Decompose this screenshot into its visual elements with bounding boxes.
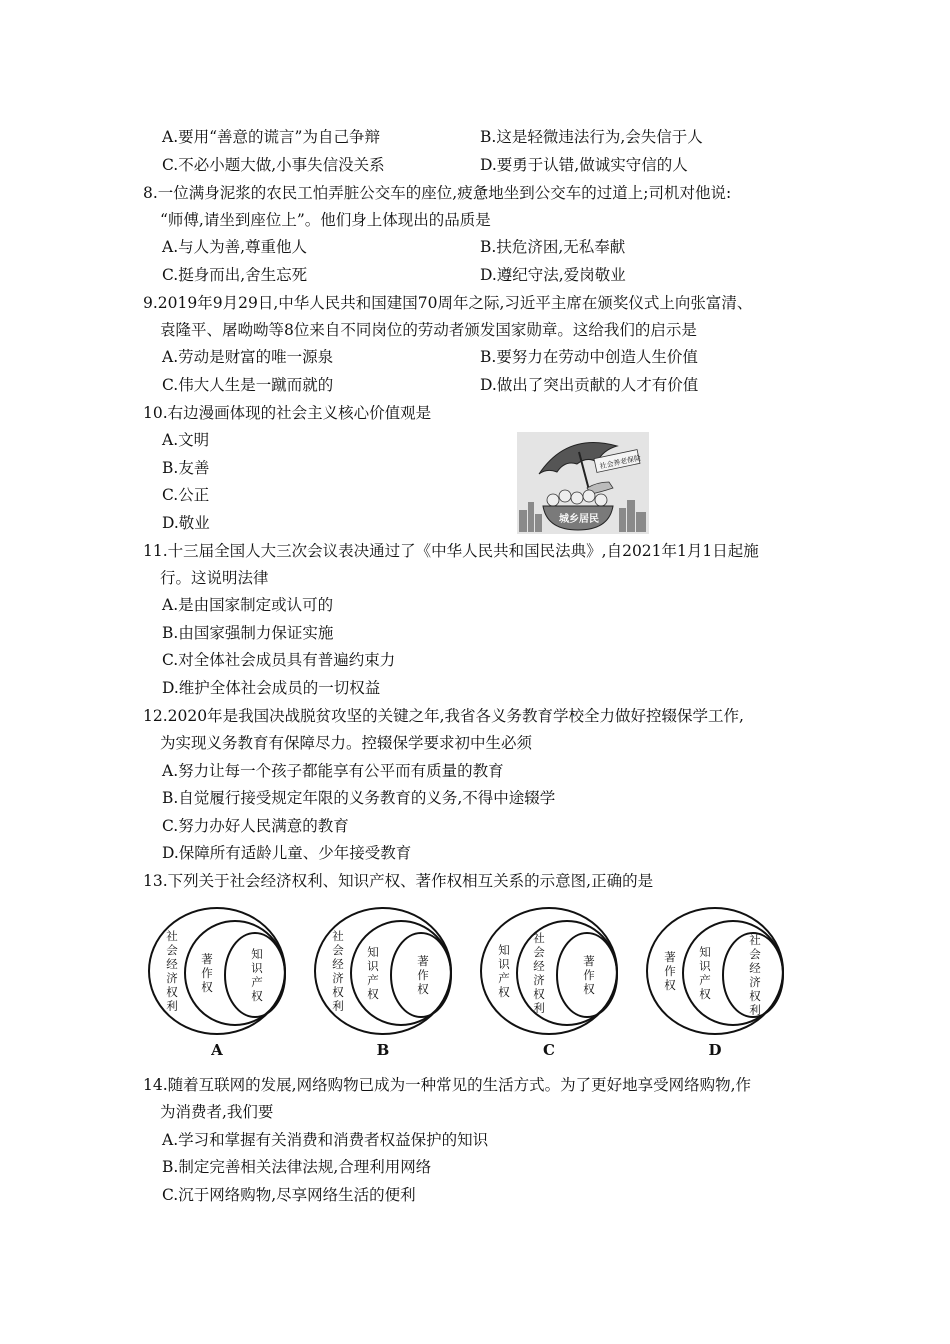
q13-stem: 13.下列关于社会经济权利、知识产权、著作权相互关系的示意图,正确的是 [143, 872, 654, 890]
venn-diagram-d [647, 908, 783, 1059]
q8-stem-line2: “师傅,请坐到座位上”。他们身上体现出的品质是 [160, 211, 491, 229]
inner-circle-label: 著作权 [417, 954, 429, 996]
q7-option-a: A.要用“善意的谎言”为自己争辩 [162, 128, 380, 146]
middle-circle-label: 著作权 [201, 952, 213, 994]
q7-option-d: D.要勇于认错,做诚实守信的人 [480, 156, 688, 174]
umbrella-sign-text: 社会养老保险 [598, 454, 642, 471]
q11-option-b: B.由国家强制力保证实施 [162, 624, 334, 642]
middle-circle [517, 921, 617, 1025]
inner-circle-label: 社会经济权利 [749, 933, 761, 1017]
q12-stem-line1: 12.2020年是我国决战脱贫攻坚的关键之年,我省各义务教育学校全力做好控辍保学工作, [143, 707, 744, 725]
outer-circle-label: 著作权 [664, 950, 676, 992]
q8-option-a: A.与人为善,尊重他人 [162, 238, 308, 256]
q11-option-d: D.维护全体社会成员的一切权益 [162, 679, 381, 697]
q9-option-b: B.要努力在劳动中创造人生价值 [480, 348, 698, 366]
q14-option-a: A.学习和掌握有关消费和消费者权益保护的知识 [162, 1131, 489, 1149]
middle-circle [185, 921, 285, 1025]
q8-option-d: D.遵纪守法,爱岗敬业 [480, 266, 626, 284]
inner-circle-label: 知识产权 [251, 947, 263, 1003]
diagram-option-label: B [376, 1041, 390, 1059]
q12-stem-line2: 为实现义务教育有保障尽力。控辍保学要求初中生必须 [160, 734, 533, 752]
diagram-option-label: D [708, 1041, 722, 1059]
q14-stem-line2: 为消费者,我们要 [160, 1103, 274, 1121]
middle-circle-label: 社会经济权利 [533, 931, 545, 1015]
middle-circle-label: 知识产权 [699, 945, 711, 1001]
q8-stem-line1: 8.一位满身泥浆的农民工怕弄脏公交车的座位,疲惫地坐到公交车的过道上;司机对他说: [143, 184, 732, 202]
venn-diagram-a [149, 908, 285, 1059]
q8-option-b: B.扶危济困,无私奉献 [480, 238, 626, 256]
middle-circle [683, 921, 783, 1025]
q9-option-c: C.伟大人生是一蹴而就的 [162, 376, 334, 394]
q9-stem-line2: 袁隆平、屠呦呦等8位来自不同岗位的劳动者颁发国家勋章。这给我们的启示是 [160, 321, 697, 339]
q7-option-c: C.不必小题大做,小事失信没关系 [162, 156, 385, 174]
diagram-option-label: A [211, 1041, 223, 1059]
q13-diagrams [145, 903, 815, 1063]
q11-option-a: A.是由国家制定或认可的 [162, 596, 334, 614]
q7-option-b: B.这是轻微违法行为,会失信于人 [480, 128, 703, 146]
q10-option-b: B.友善 [162, 459, 210, 477]
q10-option-a: A.文明 [162, 431, 210, 449]
q8-option-c: C.挺身而出,舍生忘死 [162, 266, 308, 284]
q14-option-c: C.沉于网络购物,尽享网络生活的便利 [162, 1186, 416, 1204]
inner-circle-label: 著作权 [583, 954, 595, 996]
outer-circle-label: 知识产权 [498, 943, 510, 999]
q9-option-d: D.做出了突出贡献的人才有价值 [480, 376, 699, 394]
venn-diagram-c [481, 908, 617, 1059]
bowl-text: 城乡居民 [559, 514, 599, 525]
q12-option-b: B.自觉履行接受规定年限的义务教育的义务,不得中途辍学 [162, 789, 556, 807]
q10-stem: 10.右边漫画体现的社会主义核心价值观是 [143, 404, 432, 422]
middle-circle-label: 知识产权 [367, 945, 379, 1001]
outer-circle-label: 社会经济权利 [166, 929, 178, 1013]
q12-option-d: D.保障所有适龄儿童、少年接受教育 [162, 844, 412, 862]
q10-cartoon [517, 432, 649, 534]
q11-option-c: C.对全体社会成员具有普遍约束力 [162, 651, 396, 669]
q14-stem-line1: 14.随着互联网的发展,网络购物已成为一种常见的生活方式。为了更好地享受网络购物,作 [143, 1076, 752, 1094]
q10-option-c: C.公正 [162, 486, 210, 504]
q11-stem-line1: 11.十三届全国人大三次会议表决通过了《中华人民共和国民法典》,自2021年1月1日起施 [143, 542, 759, 560]
q12-option-c: C.努力办好人民满意的教育 [162, 817, 349, 835]
q10-option-d: D.敬业 [162, 514, 210, 532]
venn-diagram-b [315, 908, 451, 1059]
q12-option-a: A.努力让每一个孩子都能享有公平而有质量的教育 [162, 762, 504, 780]
q9-option-a: A.劳动是财富的唯一源泉 [162, 348, 334, 366]
outer-circle-label: 社会经济权利 [332, 929, 344, 1013]
diagram-option-label: C [543, 1041, 555, 1059]
q9-stem-line1: 9.2019年9月29日,中华人民共和国建国70周年之际,习近平主席在颁奖仪式上向张富清、 [143, 294, 753, 312]
q14-option-b: B.制定完善相关法律法规,合理利用网络 [162, 1158, 432, 1176]
middle-circle [351, 921, 451, 1025]
q11-stem-line2: 行。这说明法律 [160, 569, 269, 587]
